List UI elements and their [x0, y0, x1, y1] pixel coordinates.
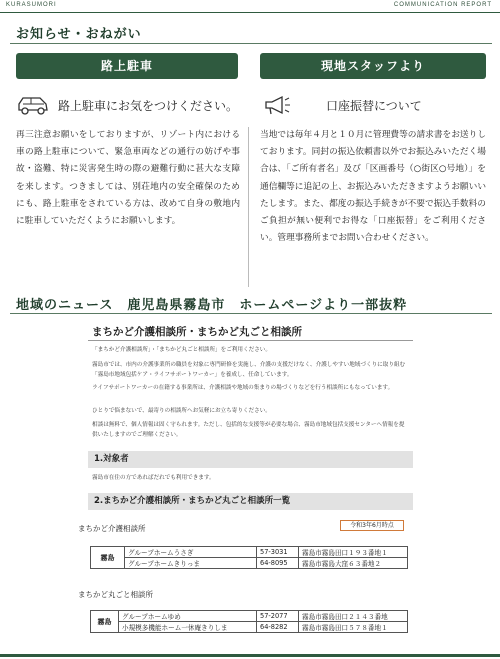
- parking-body: 再三注意お願いをしておりますが、リゾート内における車の路上駐車について、緊急車両などの通行の妨げや事故・盗難、特に災害発生時の際の避難行動に甚大な支障を来します。つきましては、別荘地内の安全確保のためにも、路上駐車をされている方は、改めて自身の敷地内に駐車していただくようにお願いします。: [16, 130, 240, 227]
- article-para-5: 相談は無料で、個人情報は固く守られます。ただし、包括的な支援等が必要な場合、霧島市地域包括支援センターへ情報を提供いたしますのでご理解ください。: [92, 422, 405, 438]
- article-rule: [88, 340, 413, 341]
- area-cell: 霧島: [91, 611, 119, 633]
- section-target-heading: 1.対象者: [88, 451, 413, 468]
- all-round-consult-table: [90, 610, 408, 633]
- facility-tel: 64-8282: [257, 622, 299, 633]
- table1-label: まちかど介護相談所: [78, 524, 146, 533]
- notice-rule: [10, 43, 492, 44]
- facility-tel: 57-2077: [257, 611, 299, 622]
- facility-name: グループホームゆめ: [119, 611, 257, 622]
- parking-subhead-text: 路上駐車にお気をつけください。: [58, 98, 239, 113]
- article-para-2: 霧島市では、市内の介護事業所の職員を対象に専門研修を実施し、介護の支援だけなく、介護しやすい地域づくりに取り組む「霧島市地域包括ケア・ライフサポートワーカー」を養成し、任命しています。: [92, 362, 406, 378]
- parking-banner: 路上駐車: [16, 53, 238, 79]
- article-para-1: 「まちかど介護相談所」・「まちかど丸ごと相談所」をご利用ください。: [92, 347, 271, 353]
- header-rule: [0, 12, 500, 13]
- staff-banner: 現地スタッフより: [260, 53, 486, 79]
- facility-address: 霧島市霧島大窪６３番地２: [299, 558, 408, 569]
- transfer-subhead: [262, 92, 422, 118]
- facility-tel: 64-8095: [257, 558, 299, 569]
- area-cell: 霧島: [91, 547, 125, 569]
- facility-tel: 57-3031: [257, 547, 299, 558]
- date-badge: 令和3年6月時点: [340, 520, 404, 531]
- facility-name: グループホームうさぎ: [125, 547, 257, 558]
- news-rule: [10, 313, 492, 314]
- facility-address: 霧島市霧島田口２１４３番地: [299, 611, 408, 622]
- facility-address: 霧島市霧島田口５７８番地１: [299, 622, 408, 633]
- facility-name: 小規模多機能ホーム一休庵きりしま: [119, 622, 257, 633]
- table-row: [91, 558, 408, 569]
- table-row: [91, 611, 408, 622]
- table-row: [91, 547, 408, 558]
- table2-label: まちかど丸ごと相談所: [78, 590, 153, 599]
- notice-title: お知らせ・おねがい: [16, 27, 142, 42]
- parking-subhead: [16, 92, 238, 118]
- footer-rule: [0, 654, 500, 657]
- transfer-subhead-text: 口座振替について: [326, 98, 422, 113]
- care-consult-table: [90, 546, 408, 569]
- article-para-4: ひとりで悩まないで、最寄りの相談所へお気軽にお立ち寄りください。: [92, 408, 271, 414]
- brand-label: KURASUMORI: [6, 2, 57, 8]
- article-title: まちかど介護相談所・まちかど丸ごと相談所: [92, 326, 302, 338]
- page-header: [0, 0, 500, 14]
- facility-name: グループホームきりっま: [125, 558, 257, 569]
- table-row: [91, 622, 408, 633]
- facility-address: 霧島市霧島田口１９３番地１: [299, 547, 408, 558]
- news-title: 地域のニュース 鹿児島県霧島市 ホームページより一部抜粋: [16, 298, 408, 313]
- section-list-heading: 2.まちかど介護相談所・まちかど丸ごと相談所一覧: [88, 493, 413, 510]
- report-label: COMMUNICATION REPORT: [393, 2, 492, 8]
- article-para-3: ライフサポートワーカーの在籍する事業所は、介護相談や地域の集まりの場づくりなどを行う相談所にもなっています。: [92, 385, 394, 391]
- megaphone-icon: [262, 94, 292, 116]
- column-divider: [248, 127, 249, 287]
- transfer-body: 当地では毎年４月と１０月に管理費等の請求書をお送りしております。同封の振込依頼書以外でお振込みいただく場合は、「ご所有者名」及び「区画番号（○街区○号地）」を通信欄等に追記の上、お振込みいただきますようお願いいたします。また、都度の振込手続きが不要で振込手数料のご負担が無い便利でお得な「口座振替」をご利用ください。管理事務所までお問い合わせください。: [260, 130, 486, 244]
- car-icon: [16, 94, 50, 116]
- section-target-text: 霧島市在住の方であればだれでも利用できます。: [92, 475, 215, 481]
